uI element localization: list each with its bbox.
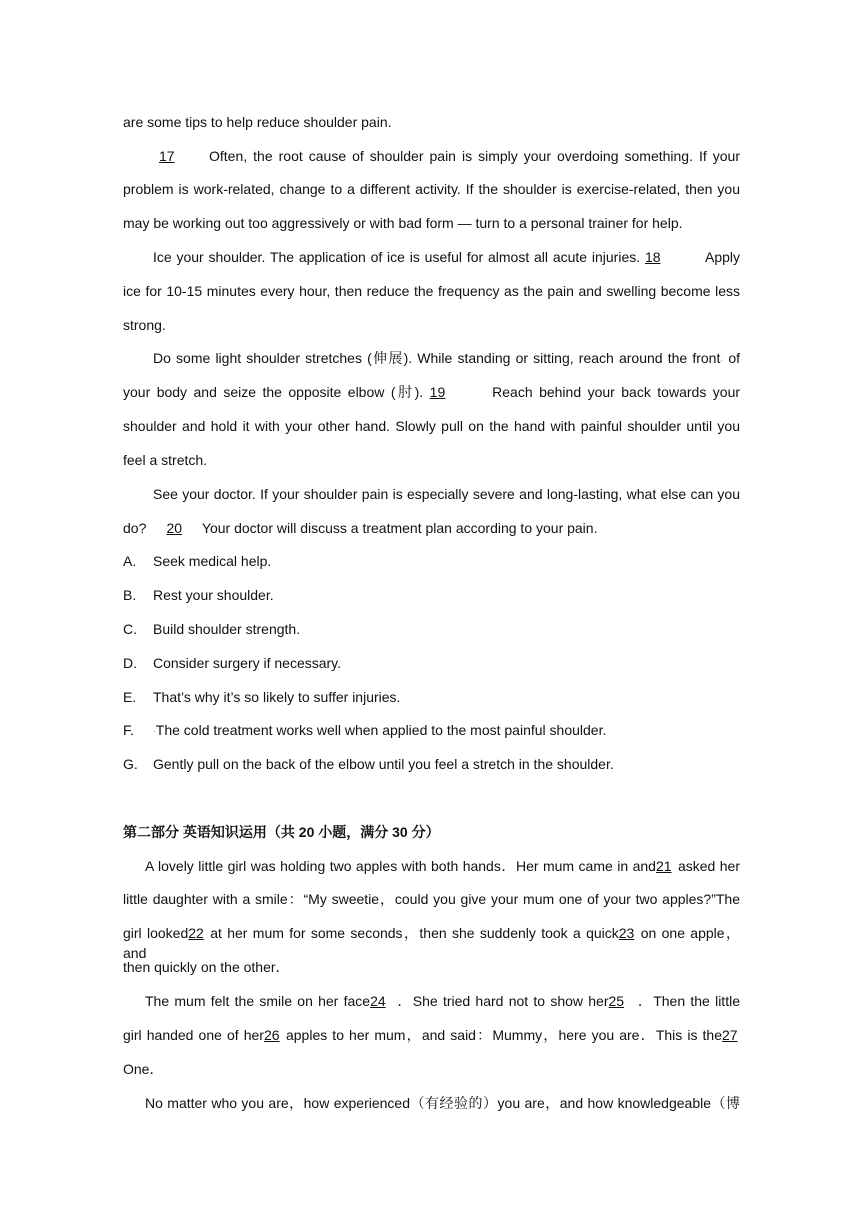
p19-line2: [123, 382, 740, 403]
part2-p2-line3: One．: [123, 1061, 164, 1077]
option-text: Seek medical help.: [153, 553, 272, 569]
blank-21[interactable]: 21: [655, 858, 672, 874]
p19-text-f: Reach behind your back towards your: [492, 384, 741, 400]
intro-line: are some tips to help reduce shoulder pain.: [123, 114, 392, 130]
p1-text-a: A lovely little girl was holding two apples with both hands．Her mum came in and: [145, 858, 656, 874]
option-text: That’s why it’s so likely to suffer injuries.: [153, 689, 401, 705]
p2-text-b: ．She tried hard not to show her: [396, 993, 609, 1009]
blank-27[interactable]: 27: [722, 1027, 738, 1043]
blank-25[interactable]: 25: [608, 993, 625, 1009]
p18-line2: ice for 10-15 minutes every hour, then reduce the frequency as the pain and swelling become less: [123, 283, 740, 299]
option-letter: D.: [123, 655, 137, 671]
blank-26[interactable]: 26: [263, 1027, 280, 1043]
option-letter: C.: [123, 621, 137, 637]
section-heading: 第二部分 英语知识运用（共 20 小题，满分 30 分）: [123, 824, 440, 840]
part2-p1-line2: little daughter with a smile：“My sweetie，could you give your mum one of your two apples?”The: [123, 891, 740, 907]
p19-text-c: of: [728, 350, 741, 366]
p2-text-c: ．Then the little: [636, 993, 740, 1009]
p2-text-d: girl handed one of her: [123, 1027, 264, 1043]
p19-line3: shoulder and hold it with your other hand. Slowly pull on the hand with painful shoulder until you: [123, 418, 740, 434]
p19-text-e: ).: [414, 384, 424, 400]
p17-line2: problem is work-related, change to a different activity. If the shoulder is exercise-related, then you: [123, 181, 740, 197]
part2-p1-line1: [145, 856, 740, 876]
edit-mark: .: [153, 724, 156, 735]
p20-text-b: Your doctor will discuss a treatment plan according to your pain.: [201, 520, 598, 536]
blank-18[interactable]: 18: [644, 249, 661, 265]
p19-line4: feel a stretch.: [123, 452, 208, 468]
blank-20[interactable]: 20: [166, 520, 183, 536]
part2-p1-line4: then quickly on the other．: [123, 959, 290, 975]
option-text: [153, 720, 606, 740]
blank-24[interactable]: 24: [370, 993, 386, 1009]
p1-text-c: girl looked: [123, 925, 189, 941]
p19-text-b: ). While standing or sitting, reach around the front: [403, 350, 721, 366]
p3-zh-a: 有经验的: [425, 1096, 484, 1112]
p1-text-d: at her mum for some seconds，then she suddenly took a quick: [210, 925, 619, 941]
p17-line3: may be working out too aggressively or with bad form — turn to a personal trainer for help.: [123, 215, 683, 231]
option-letter: G.: [123, 756, 138, 772]
p3-text-a: No matter who you are，how experienced（: [145, 1095, 426, 1111]
blank-22[interactable]: 22: [188, 925, 204, 941]
p20-line2: [123, 518, 740, 538]
p18-text-end: Apply: [704, 249, 741, 265]
p20-text-a: do?: [123, 520, 147, 536]
p19-zh-b: 肘: [395, 385, 415, 401]
part2-p2-line2: [123, 1025, 740, 1045]
option-letter: F.: [123, 722, 134, 738]
p20-line1: See your doctor. If your shoulder pain is especially severe and long-lasting, what else can you: [153, 486, 740, 502]
part2-p2-line1: [145, 991, 740, 1011]
p19-zh-a: 伸展: [371, 351, 404, 367]
p3-zh-b: 博: [726, 1096, 741, 1112]
option-f-text: The cold treatment works well when applied to the most painful shoulder.: [155, 722, 607, 738]
option-letter: E.: [123, 689, 137, 705]
edit-mark: .: [720, 353, 724, 364]
p3-text-b: ）you are，and how knowledgeable（: [483, 1095, 727, 1111]
option-text: Consider surgery if necessary.: [153, 655, 342, 671]
p18-line1: [153, 247, 740, 267]
p2-text-e: apples to her mum，and said：Mummy，here you are．This is the: [285, 1027, 722, 1043]
p2-text-a: The mum felt the smile on her face: [145, 993, 371, 1009]
p1-text-e: on one apple，and: [123, 925, 740, 961]
part2-p3-line1: [145, 1093, 740, 1114]
p1-text-b: asked her: [677, 858, 740, 874]
p17-line1: [159, 146, 740, 166]
option-text: Rest your shoulder.: [153, 587, 274, 603]
p19-text-d: your body and seize the opposite elbow (: [123, 384, 396, 400]
blank-17[interactable]: 17: [159, 148, 175, 164]
blank-23[interactable]: 23: [618, 925, 635, 941]
option-text: Build shoulder strength.: [153, 621, 301, 637]
option-text: Gently pull on the back of the elbow until you feel a stretch in the shoulder.: [153, 756, 614, 772]
p18-line3: strong.: [123, 317, 166, 333]
blank-19[interactable]: 19: [429, 384, 446, 400]
option-letter: A.: [123, 553, 137, 569]
p19-line1: [153, 348, 740, 369]
p19-text-a: Do some light shoulder stretches (: [153, 350, 372, 366]
option-letter: B.: [123, 587, 137, 603]
p17-text: Often, the root cause of shoulder pain is simply your overdoing something. If your: [209, 148, 740, 164]
p18-text-start: Ice your shoulder. The application of ice is useful for almost all acute injuries.: [153, 249, 641, 265]
